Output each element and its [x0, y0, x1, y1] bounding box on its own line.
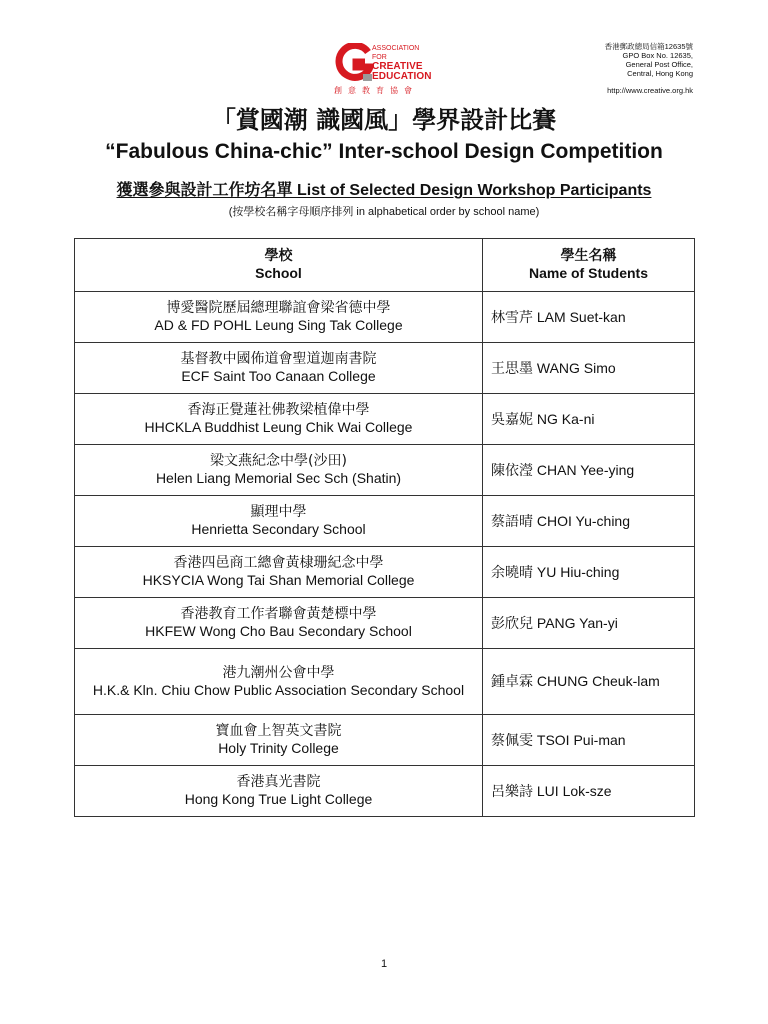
- list-subtitle: [0, 180, 768, 202]
- school-cell: [75, 766, 483, 817]
- school-name-en: HKFEW Wong Cho Bau Secondary School: [145, 623, 412, 639]
- student-name: 蔡佩雯 TSOI Pui-man: [483, 715, 695, 766]
- header-school-cn: 學校: [264, 248, 293, 264]
- association-logo: [334, 43, 464, 95]
- competition-title-chinese: 「賞國潮 識國風」學界設計比賽: [211, 106, 557, 134]
- competition-title-english: “Fabulous China-chic” Inter-school Design Competition: [105, 140, 663, 163]
- student-name: 林雪芹 LAM Suet-kan: [483, 292, 695, 343]
- school-name-cn: 香港四邑商工總會黃棣珊紀念中學: [173, 555, 384, 571]
- student-name: 呂樂詩 LUI Lok-sze: [483, 766, 695, 817]
- logo-mark-icon: [334, 43, 374, 83]
- table-row: [75, 547, 695, 598]
- student-name: 陳依瀅 CHAN Yee-ying: [483, 445, 695, 496]
- student-name: 蔡語晴 CHOI Yu-ching: [483, 496, 695, 547]
- contact-address: [553, 42, 693, 95]
- school-cell: [75, 598, 483, 649]
- school-name-en: Holy Trinity College: [218, 740, 339, 756]
- school-name-cn: 香海正覺蓮社佛教梁植偉中學: [187, 402, 370, 418]
- list-subtitle-text: 獲選參與設計工作坊名單 List of Selected Design Workshop Participants: [116, 182, 652, 199]
- logo-line-education: EDUCATION: [372, 71, 432, 82]
- school-cell: [75, 394, 483, 445]
- school-name-en: HKSYCIA Wong Tai Shan Memorial College: [142, 572, 415, 588]
- student-name: 吳嘉妮 NG Ka-ni: [483, 394, 695, 445]
- student-name: 彭欣兒 PANG Yan-yi: [483, 598, 695, 649]
- page-number: 1: [380, 958, 388, 970]
- ordering-note: (按學校名稱字母順序排列 in alphabetical order by school name): [228, 206, 540, 218]
- school-cell: [75, 445, 483, 496]
- school-name-en: HHCKLA Buddhist Leung Chik Wai College: [144, 419, 413, 435]
- student-name: 余曉晴 YU Hiu-ching: [483, 547, 695, 598]
- address-line-city: Central, Hong Kong: [627, 69, 693, 78]
- school-name-cn: 香港教育工作者聯會黃楚標中學: [180, 606, 377, 622]
- header-school-en: School: [255, 265, 302, 281]
- school-cell: [75, 649, 483, 715]
- school-name-en: ECF Saint Too Canaan College: [181, 368, 376, 384]
- header-student-cn: 學生名稱: [560, 248, 617, 264]
- student-name: 鍾卓霖 CHUNG Cheuk-lam: [483, 649, 695, 715]
- address-line-po-box-cn: 香港郵政總局信箱12635號: [604, 42, 693, 51]
- student-name: 王思墨 WANG Simo: [483, 343, 695, 394]
- school-cell: [75, 292, 483, 343]
- school-name-cn: 博愛醫院歷屆總理聯誼會梁省德中學: [166, 300, 391, 316]
- address-line-gpo-box: GPO Box No. 12635,: [622, 51, 693, 60]
- table-row: [75, 496, 695, 547]
- school-name-cn: 寶血會上智英文書院: [215, 723, 342, 739]
- logo-chinese-name: 創意教育協會: [334, 86, 418, 95]
- table-row: [75, 343, 695, 394]
- school-name-en: H.K.& Kln. Chiu Chow Public Association Secondary School: [92, 681, 465, 698]
- website-url: http://www.creative.org.hk: [607, 86, 693, 95]
- logo-line-association: ASSOCIATION: [372, 45, 420, 52]
- school-name-en: AD & FD POHL Leung Sing Tak College: [154, 317, 403, 333]
- header-school: [75, 239, 483, 292]
- address-line-gpo: General Post Office,: [625, 60, 693, 69]
- header-student: [483, 239, 695, 292]
- table-row: [75, 649, 695, 715]
- logo-line-for: FOR: [372, 54, 387, 61]
- table-row: [75, 445, 695, 496]
- school-cell: [75, 496, 483, 547]
- table-row: [75, 292, 695, 343]
- school-name-cn: 顯理中學: [250, 504, 307, 520]
- school-cell: [75, 715, 483, 766]
- header-student-en: Name of Students: [528, 265, 648, 281]
- table-row: [75, 715, 695, 766]
- school-name-cn: 梁文燕紀念中學(沙田): [210, 453, 347, 469]
- school-name-cn: 香港真光書院: [236, 774, 321, 790]
- logo-line-creative: CREATIVE: [372, 61, 423, 72]
- logo-wordmark: [372, 44, 432, 82]
- table-row: [75, 394, 695, 445]
- school-name-cn: 基督教中國佈道會聖道迦南書院: [180, 351, 377, 367]
- school-cell: [75, 343, 483, 394]
- school-name-en: Henrietta Secondary School: [191, 521, 366, 537]
- school-name-cn: 港九潮州公會中學: [222, 664, 335, 681]
- table-row: [75, 598, 695, 649]
- school-name-en: Hong Kong True Light College: [184, 791, 373, 807]
- school-name-en: Helen Liang Memorial Sec Sch (Shatin): [155, 470, 402, 486]
- participants-table: [74, 238, 695, 817]
- table-row: [75, 766, 695, 817]
- school-cell: [75, 547, 483, 598]
- table-header-row: [75, 239, 695, 292]
